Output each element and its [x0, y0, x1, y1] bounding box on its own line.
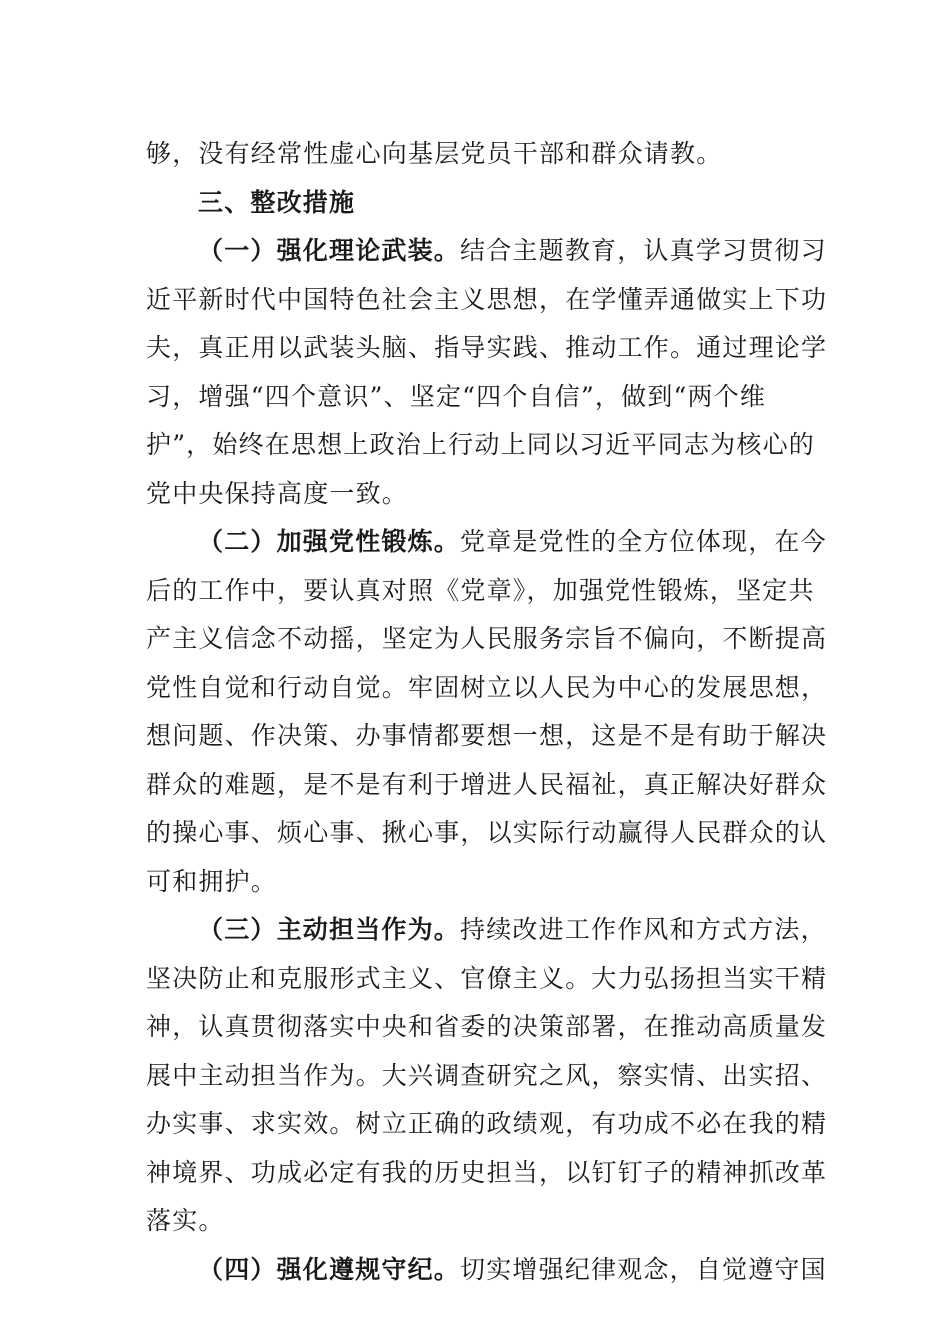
paragraph-first-line — [146, 906, 827, 955]
paragraph-line: 可和拥护。 — [146, 866, 278, 896]
paragraph — [146, 518, 828, 906]
paragraph-lead: （二）加强党性锻炼。 — [198, 527, 461, 556]
paragraph — [146, 1246, 827, 1295]
paragraph-line: 群众的难题，是不是有利于增进人民福祉，真正解决好群众 — [146, 769, 828, 799]
opening-line: 够，没有经常性虚心向基层党员干部和群众请教。 — [146, 139, 723, 168]
paragraph-text: 党章是党性的全方位体现，在今 — [460, 527, 827, 556]
paragraph-lead: （一）强化理论武装。 — [198, 236, 461, 265]
paragraph-line: 展中主动担当作为。大兴调查研究之风，察实情、出实招、 — [146, 1060, 828, 1090]
paragraph — [146, 906, 828, 1246]
paragraph-line: 神境界、功成必定有我的历史担当，以钉钉子的精神抓改革 — [146, 1157, 828, 1187]
paragraph-line: 落实。 — [146, 1206, 225, 1235]
paragraph-line: 办实事、求实效。树立正确的政绩观，有功成不必在我的精 — [146, 1109, 828, 1138]
paragraph-line: 近平新时代中国特色社会主义思想，在学懂弄通做实上下功 — [146, 284, 828, 314]
paragraph-line: 坚决防止和克服形式主义、官僚主义。大力弘扬担当实干精 — [146, 963, 828, 993]
paragraph-lead: （四）强化遵规守纪。 — [198, 1254, 461, 1284]
paragraph-line: 党中央保持高度一致。 — [146, 478, 409, 508]
paragraph-text: 持续改进工作作风和方式方法， — [460, 915, 827, 944]
section-heading: 三、整改措施 — [198, 187, 356, 217]
paragraph-first-line — [146, 518, 827, 567]
paragraph-lead: （三）主动担当作为。 — [198, 915, 461, 944]
paragraph-first-line — [146, 227, 827, 276]
paragraph-line: 习，增强“四个意识”、坚定“四个自信”，做到“两个维 — [146, 381, 767, 411]
paragraph-line: 后的工作中，要认真对照《党章》，加强党性锻炼，坚定共 — [146, 575, 815, 605]
paragraph-first-line — [146, 1246, 827, 1295]
paragraph-line: 夫，真正用以武装头脑、指导实践、推动工作。通过理论学 — [146, 333, 828, 362]
paragraph-text: 切实增强纪律观念，自觉遵守国 — [460, 1254, 827, 1284]
paragraph-text: 结合主题教育，认真学习贯彻习 — [460, 236, 827, 265]
paragraph — [146, 227, 828, 518]
paragraph-line: 神，认真贯彻落实中央和省委的决策部署，在推动高质量发 — [146, 1012, 828, 1041]
paragraph-line: 产主义信念不动摇，坚定为人民服务宗旨不偏向，不断提高 — [146, 624, 828, 653]
document-page — [146, 130, 828, 1294]
paragraph-line: 党性自觉和行动自觉。牢固树立以人民为中心的发展思想， — [146, 672, 828, 702]
paragraph-line: 的操心事、烦心事、揪心事，以实际行动赢得人民群众的认 — [146, 818, 828, 847]
paragraph-line: 护”，始终在思想上政治上行动上同以习近平同志为核心的 — [146, 430, 815, 459]
paragraph-line: 想问题、作决策、办事情都要想一想，这是不是有助于解决 — [146, 721, 828, 750]
